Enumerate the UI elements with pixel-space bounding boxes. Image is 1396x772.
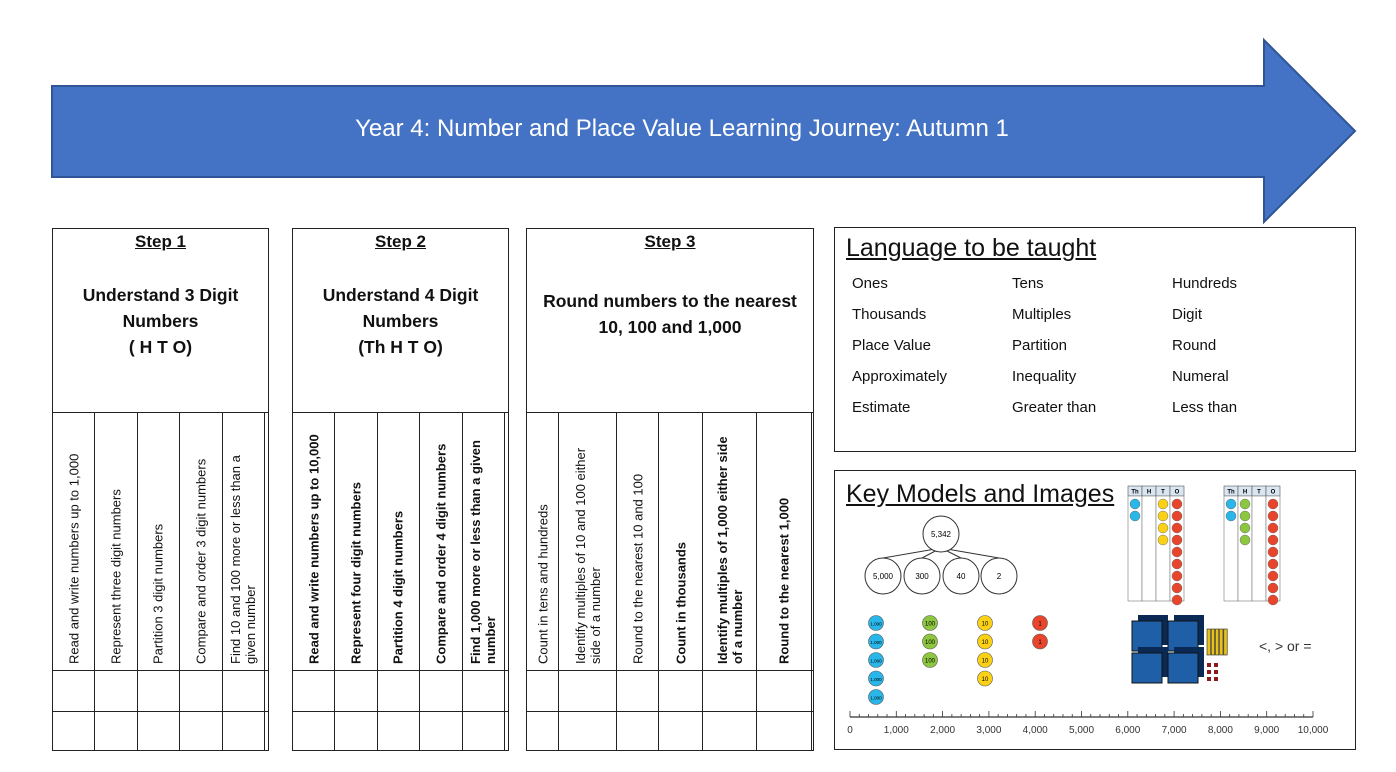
pv-counter: [1172, 571, 1182, 581]
hundreds-counter-label: 100: [924, 621, 936, 628]
step-title-line: Understand 3 Digit: [82, 285, 239, 305]
vocabulary-word: Greater than: [1012, 399, 1097, 416]
objective-column: [378, 412, 420, 750]
step-1-panel: [52, 228, 269, 751]
objective-text: Identify multiples of 1,000 either side of a number: [714, 436, 745, 664]
objective-text-wrap: [293, 412, 334, 670]
step-title-line: Numbers: [362, 311, 439, 331]
pv-counter: [1268, 559, 1278, 569]
base-ten-ten-rod: [1211, 629, 1214, 655]
base-ten-ten-rod: [1224, 629, 1227, 655]
objective-column: [420, 412, 462, 750]
number-line-label: 0: [847, 725, 853, 736]
tracking-row-divider: [527, 670, 813, 671]
objective-column: [95, 412, 137, 750]
pv-header-label: O: [1174, 489, 1180, 496]
pv-counter: [1172, 511, 1182, 521]
pv-counter: [1240, 523, 1250, 533]
part-label: 40: [956, 572, 966, 581]
tens-counter-label: 10: [981, 640, 989, 646]
pv-counter: [1240, 511, 1250, 521]
pv-counter: [1172, 547, 1182, 557]
thousands-counter-label: 1,000: [870, 677, 882, 682]
objective-column: [223, 412, 265, 750]
pv-header-label: Th: [1131, 489, 1139, 496]
objective-text-wrap: [335, 412, 376, 670]
pv-counter: [1268, 523, 1278, 533]
number-line-label: 2,000: [930, 725, 956, 736]
base-ten-thousand-block: [1132, 653, 1162, 683]
models-panel: [834, 470, 1356, 750]
base-ten-one-cube: [1214, 670, 1218, 674]
thousands-counter-label: 1,000: [870, 640, 882, 645]
pv-header-label: T: [1257, 489, 1261, 496]
language-heading: Language to be taught: [846, 234, 1097, 262]
number-line-label: 5,000: [1068, 725, 1095, 736]
step-label: Step 1: [134, 232, 187, 251]
base-ten-one-cube: [1207, 670, 1211, 674]
pv-counter: [1172, 595, 1182, 605]
pv-counter: [1268, 499, 1278, 509]
thousands-counter-label: 1,000: [870, 695, 882, 701]
tracking-row-divider: [293, 711, 508, 712]
vocabulary-word: Round: [1172, 337, 1217, 354]
step-objectives: [527, 412, 813, 750]
objective-text: Compare and order 3 digit numbers: [193, 458, 209, 664]
pv-column: [1142, 496, 1156, 601]
base-ten-one-cube: [1207, 677, 1211, 681]
whole-label: 5,342: [930, 530, 952, 539]
tracking-row-divider: [293, 670, 508, 671]
objective-text: Count in tens and hundreds: [535, 504, 550, 664]
thousands-counter-label: 1,000: [870, 658, 882, 664]
step-label: Step 3: [644, 232, 696, 251]
objective-text: Read and write numbers up to 1,000: [66, 453, 82, 664]
step-title-line: Round numbers to the nearest: [543, 291, 797, 311]
objective-text-wrap: [180, 412, 221, 670]
objective-column: [53, 412, 95, 750]
base-ten-one-cube: [1214, 677, 1218, 681]
tens-counter-label: 10: [981, 677, 989, 683]
pv-counter: [1172, 499, 1182, 509]
base-ten-one-cube: [1214, 663, 1218, 667]
pv-counter: [1268, 571, 1278, 581]
vocabulary-word: Numeral: [1172, 368, 1229, 385]
number-line-label: 10,000: [1297, 725, 1329, 736]
objective-text: Read and write numbers up to 10,000: [306, 434, 322, 664]
objective-text: Represent three digit numbers: [108, 489, 124, 664]
base-ten-thousand-block: [1168, 653, 1198, 683]
number-line-label: 1,000: [883, 725, 909, 736]
objective-text: Partition 3 digit numbers: [150, 523, 166, 664]
objective-text-wrap: [559, 412, 616, 670]
vocabulary-word: Inequality: [1012, 368, 1077, 385]
step-title: [293, 282, 508, 360]
objective-text: Round to the nearest 1,000: [776, 497, 792, 664]
vocabulary-word: Thousands: [852, 306, 927, 323]
objective-text: Identify multiples of 10 and 100 either side of a number: [572, 447, 603, 664]
vocabulary-word: Place Value: [852, 337, 931, 354]
pv-counter: [1172, 535, 1182, 545]
base-ten-thousand-block: [1168, 621, 1198, 651]
page-title: Year 4: Number and Place Value Learning Journey: Autumn 1: [355, 115, 1009, 142]
vocabulary-word: Digit: [1172, 306, 1203, 323]
objective-text: Partition 4 digit numbers: [390, 510, 406, 664]
vocabulary-word: Tens: [1012, 275, 1044, 292]
step-objectives: [293, 412, 508, 750]
objective-text-wrap: [95, 412, 136, 670]
objective-column: [757, 412, 812, 750]
number-line-label: 7,000: [1161, 725, 1187, 736]
objective-column: [703, 412, 757, 750]
objective-text-wrap: [527, 412, 558, 670]
step-2-panel: [292, 228, 509, 751]
vocabulary-word: Multiples: [1012, 306, 1072, 323]
step-header: [293, 229, 508, 413]
tracking-row-divider: [53, 711, 268, 712]
pv-counter: [1130, 499, 1140, 509]
tracking-row-divider: [527, 711, 813, 712]
pv-counter: [1226, 511, 1236, 521]
objective-text-wrap: [757, 412, 811, 670]
objective-column: [138, 412, 180, 750]
objective-text-wrap: [138, 412, 179, 670]
vocabulary-word: Estimate: [852, 399, 911, 416]
pv-header-label: H: [1242, 489, 1248, 496]
pv-counter: [1158, 511, 1168, 521]
base-ten-ten-rod: [1215, 629, 1218, 655]
pv-counter: [1268, 547, 1278, 557]
thousands-counter-label: 1,000: [870, 621, 882, 627]
pv-counter: [1158, 499, 1168, 509]
language-panel: [834, 227, 1356, 452]
objective-column: [180, 412, 222, 750]
step-title-line: (Th H T O): [358, 337, 443, 357]
pv-counter: [1158, 535, 1168, 545]
part-label: 2: [996, 572, 1002, 581]
step-title-line: Numbers: [122, 311, 199, 331]
objective-column: [293, 412, 335, 750]
pv-header-label: T: [1161, 489, 1165, 496]
step-objectives: [53, 412, 268, 750]
pv-header-label: Th: [1227, 489, 1235, 496]
pv-counter: [1172, 559, 1182, 569]
step-title-line: Understand 4 Digit: [322, 285, 479, 305]
ones-counter-label: 1: [1038, 640, 1042, 646]
inequality-symbols: <, > or =: [1259, 638, 1312, 654]
base-ten-ten-rod: [1207, 629, 1210, 655]
objective-column: [617, 412, 659, 750]
pv-counter: [1226, 499, 1236, 509]
objective-text-wrap: [378, 412, 419, 670]
base-ten-thousand-block: [1132, 621, 1162, 651]
part-label: 5,000: [872, 572, 894, 581]
objective-text: Find 1,000 more or less than a given number: [468, 440, 499, 664]
ones-counter-label: 1: [1038, 621, 1042, 628]
tens-counter-label: 10: [981, 621, 989, 628]
pv-counter: [1268, 511, 1278, 521]
pv-column: [1252, 496, 1266, 601]
objective-text-wrap: [420, 412, 461, 670]
step-3-panel: [526, 228, 814, 751]
models-illustrations: [835, 471, 1357, 751]
tens-counter-label: 10: [981, 658, 989, 665]
pv-counter: [1172, 523, 1182, 533]
vocabulary-word: Less than: [1172, 399, 1238, 416]
pv-counter: [1268, 535, 1278, 545]
objective-column: [463, 412, 505, 750]
objective-text-wrap: [703, 412, 756, 670]
models-heading: Key Models and Images: [846, 480, 1115, 508]
part-label: 300: [915, 572, 929, 581]
objective-column: [559, 412, 617, 750]
pv-counter: [1172, 583, 1182, 593]
step-title-line: 10, 100 and 1,000: [598, 317, 742, 337]
number-line-label: 4,000: [1022, 725, 1048, 736]
pv-counter: [1130, 511, 1140, 521]
vocabulary-word: Approximately: [852, 368, 948, 385]
objective-text-wrap: [223, 412, 264, 670]
objective-column: [527, 412, 559, 750]
number-line-label: 9,000: [1254, 725, 1280, 736]
step-title: [53, 282, 268, 360]
number-line-label: 3,000: [976, 725, 1002, 736]
objective-text-wrap: [659, 412, 702, 670]
objective-text-wrap: [617, 412, 658, 670]
base-ten-one-cube: [1207, 663, 1211, 667]
pv-counter: [1240, 535, 1250, 545]
objective-text: Round to the nearest 10 and 100: [630, 473, 645, 664]
pv-counter: [1268, 583, 1278, 593]
base-ten-ten-rod: [1220, 629, 1223, 655]
step-header: [527, 229, 813, 413]
hundreds-counter-label: 100: [924, 658, 936, 665]
step-title: [527, 288, 813, 340]
pv-counter: [1240, 499, 1250, 509]
hundreds-counter-label: 100: [924, 640, 936, 646]
step-label: Step 2: [374, 232, 427, 251]
vocabulary-word: Ones: [852, 275, 888, 292]
objective-text: Compare and order 4 digit numbers: [433, 443, 449, 664]
pv-counter: [1268, 595, 1278, 605]
objective-text: Find 10 and 100 more or less than a given number: [228, 455, 259, 664]
vocabulary-word: Partition: [1012, 337, 1068, 354]
objective-text-wrap: [463, 412, 504, 670]
step-title-line: ( H T O): [128, 337, 193, 357]
number-line-label: 8,000: [1207, 725, 1233, 736]
vocabulary-word: Hundreds: [1172, 275, 1238, 292]
step-header: [53, 229, 268, 413]
objective-text: Represent four digit numbers: [348, 481, 364, 664]
pv-header-label: O: [1270, 489, 1276, 496]
tracking-row-divider: [53, 670, 268, 671]
number-line-label: 6,000: [1115, 725, 1141, 736]
objective-text-wrap: [53, 412, 94, 670]
objective-column: [659, 412, 703, 750]
objective-column: [335, 412, 377, 750]
pv-counter: [1158, 523, 1168, 533]
pv-header-label: H: [1146, 489, 1152, 496]
objective-text: Count in thousands: [673, 541, 688, 664]
